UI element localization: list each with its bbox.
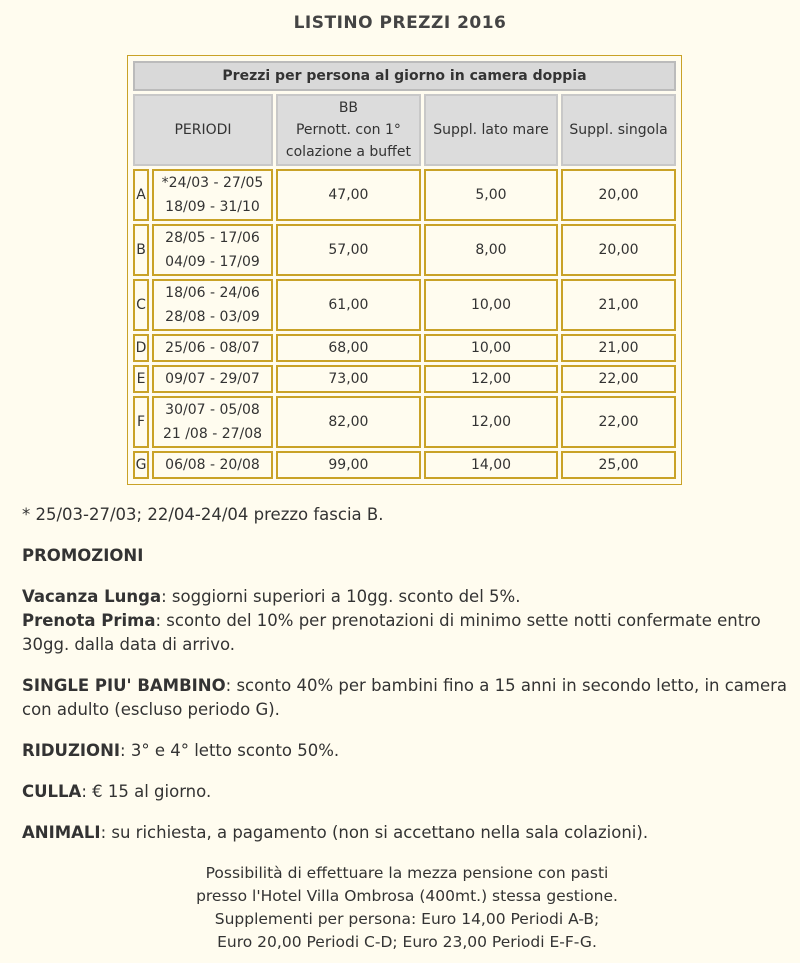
- single-supplement: 21,00: [561, 334, 676, 362]
- promo-vacanza: [22, 585, 792, 609]
- row-letter: E: [133, 365, 149, 393]
- row-letter: B: [133, 224, 149, 276]
- footnote: * 25/03-27/03; 22/04-24/04 prezzo fascia B.: [22, 505, 384, 524]
- period-line: 28/08 - 03/09: [165, 309, 260, 325]
- sea-supplement: 12,00: [424, 365, 558, 393]
- row-period: [152, 396, 273, 448]
- header-single: Suppl. singola: [561, 94, 676, 166]
- sea-supplement: 14,00: [424, 451, 558, 479]
- row-period: [152, 224, 273, 276]
- row-period: [152, 169, 273, 221]
- riduzioni-text: : 3° e 4° letto sconto 50%.: [120, 741, 340, 760]
- promo-vacanza-label: Vacanza Lunga: [22, 587, 162, 606]
- table-row: [133, 279, 676, 331]
- row-letter: F: [133, 396, 149, 448]
- sea-supplement: 12,00: [424, 396, 558, 448]
- promo-prenota-label: Prenota Prima: [22, 611, 156, 630]
- price-table-frame: [127, 55, 682, 485]
- half-board-info: [22, 862, 792, 954]
- single-supplement: 22,00: [561, 396, 676, 448]
- single-supplement: 25,00: [561, 451, 676, 479]
- promo-single: [22, 674, 792, 722]
- animali-text: : su richiesta, a pagamento (non si accettano nella sala colazioni).: [100, 823, 649, 842]
- header-bb-line2: Pernott. con 1°: [295, 122, 401, 138]
- row-period: 09/07 - 29/07: [152, 365, 273, 393]
- bb-price: 57,00: [276, 224, 421, 276]
- row-letter: G: [133, 451, 149, 479]
- single-supplement: 20,00: [561, 224, 676, 276]
- promo-single-text: : sconto 40% per bambini fino a 15 anni in secondo letto, in camera con adulto (escluso periodo G).: [22, 676, 788, 719]
- promo-vacanza-text: : soggiorni superiori a 10gg. sconto del 5%.: [161, 587, 521, 606]
- page-title: LISTINO PREZZI 2016: [293, 13, 507, 33]
- sea-supplement: 5,00: [424, 169, 558, 221]
- bb-price: 47,00: [276, 169, 421, 221]
- promo-prenota: [22, 609, 792, 657]
- notes-section: [22, 503, 792, 954]
- period-line: *24/03 - 27/05: [161, 175, 264, 191]
- single-supplement: 22,00: [561, 365, 676, 393]
- bb-price: 99,00: [276, 451, 421, 479]
- culla-label: CULLA: [22, 782, 82, 801]
- half-board-line: Possibilità di effettuare la mezza pensione con pasti: [205, 864, 609, 882]
- sea-supplement: 10,00: [424, 334, 558, 362]
- period-line: 30/07 - 05/08: [165, 402, 260, 418]
- period-line: 18/06 - 24/06: [165, 285, 260, 301]
- period-line: 28/05 - 17/06: [165, 230, 260, 246]
- row-letter: D: [133, 334, 149, 362]
- half-board-line: Euro 20,00 Periodi C-D; Euro 23,00 Periodi E-F-G.: [217, 933, 597, 951]
- bb-price: 82,00: [276, 396, 421, 448]
- header-bb-line3: colazione a buffet: [285, 144, 411, 160]
- culla-text: : € 15 al giorno.: [81, 782, 212, 801]
- table-row: [133, 224, 676, 276]
- row-period: 25/06 - 08/07: [152, 334, 273, 362]
- row-letter: A: [133, 169, 149, 221]
- row-period: 06/08 - 20/08: [152, 451, 273, 479]
- row-period: [152, 279, 273, 331]
- single-supplement: 20,00: [561, 169, 676, 221]
- period-line: 18/09 - 31/10: [165, 199, 260, 215]
- single-supplement: 21,00: [561, 279, 676, 331]
- sea-supplement: 10,00: [424, 279, 558, 331]
- table-row: [133, 451, 676, 479]
- sea-supplement: 8,00: [424, 224, 558, 276]
- bb-price: 68,00: [276, 334, 421, 362]
- riduzioni: [22, 739, 792, 763]
- promotions-heading: PROMOZIONI: [22, 546, 144, 565]
- promo-prenota-text: : sconto del 10% per prenotazioni di minimo sette notti confermate entro 30gg. dalla data di arrivo.: [22, 611, 761, 654]
- riduzioni-label: RIDUZIONI: [22, 741, 121, 760]
- half-board-line: Supplementi per persona: Euro 14,00 Periodi A-B;: [214, 910, 600, 928]
- promo-single-label: SINGLE PIU' BAMBINO: [22, 676, 226, 695]
- table-title: Prezzi per persona al giorno in camera doppia: [133, 61, 676, 91]
- half-board-line: presso l'Hotel Villa Ombrosa (400mt.) stessa gestione.: [196, 887, 618, 905]
- period-line: 04/09 - 17/09: [165, 254, 260, 270]
- table-row: [133, 334, 676, 362]
- price-table: [130, 58, 679, 482]
- bb-price: 61,00: [276, 279, 421, 331]
- animali-label: ANIMALI: [22, 823, 101, 842]
- header-bb: [276, 94, 421, 166]
- table-row: [133, 365, 676, 393]
- period-line: 21 /08 - 27/08: [162, 426, 263, 442]
- culla: [22, 780, 792, 804]
- header-periods: PERIODI: [133, 94, 273, 166]
- header-bb-line1: BB: [338, 100, 359, 116]
- table-row: [133, 169, 676, 221]
- header-sea: Suppl. lato mare: [424, 94, 558, 166]
- animali: [22, 821, 792, 845]
- bb-price: 73,00: [276, 365, 421, 393]
- row-letter: C: [133, 279, 149, 331]
- table-row: [133, 396, 676, 448]
